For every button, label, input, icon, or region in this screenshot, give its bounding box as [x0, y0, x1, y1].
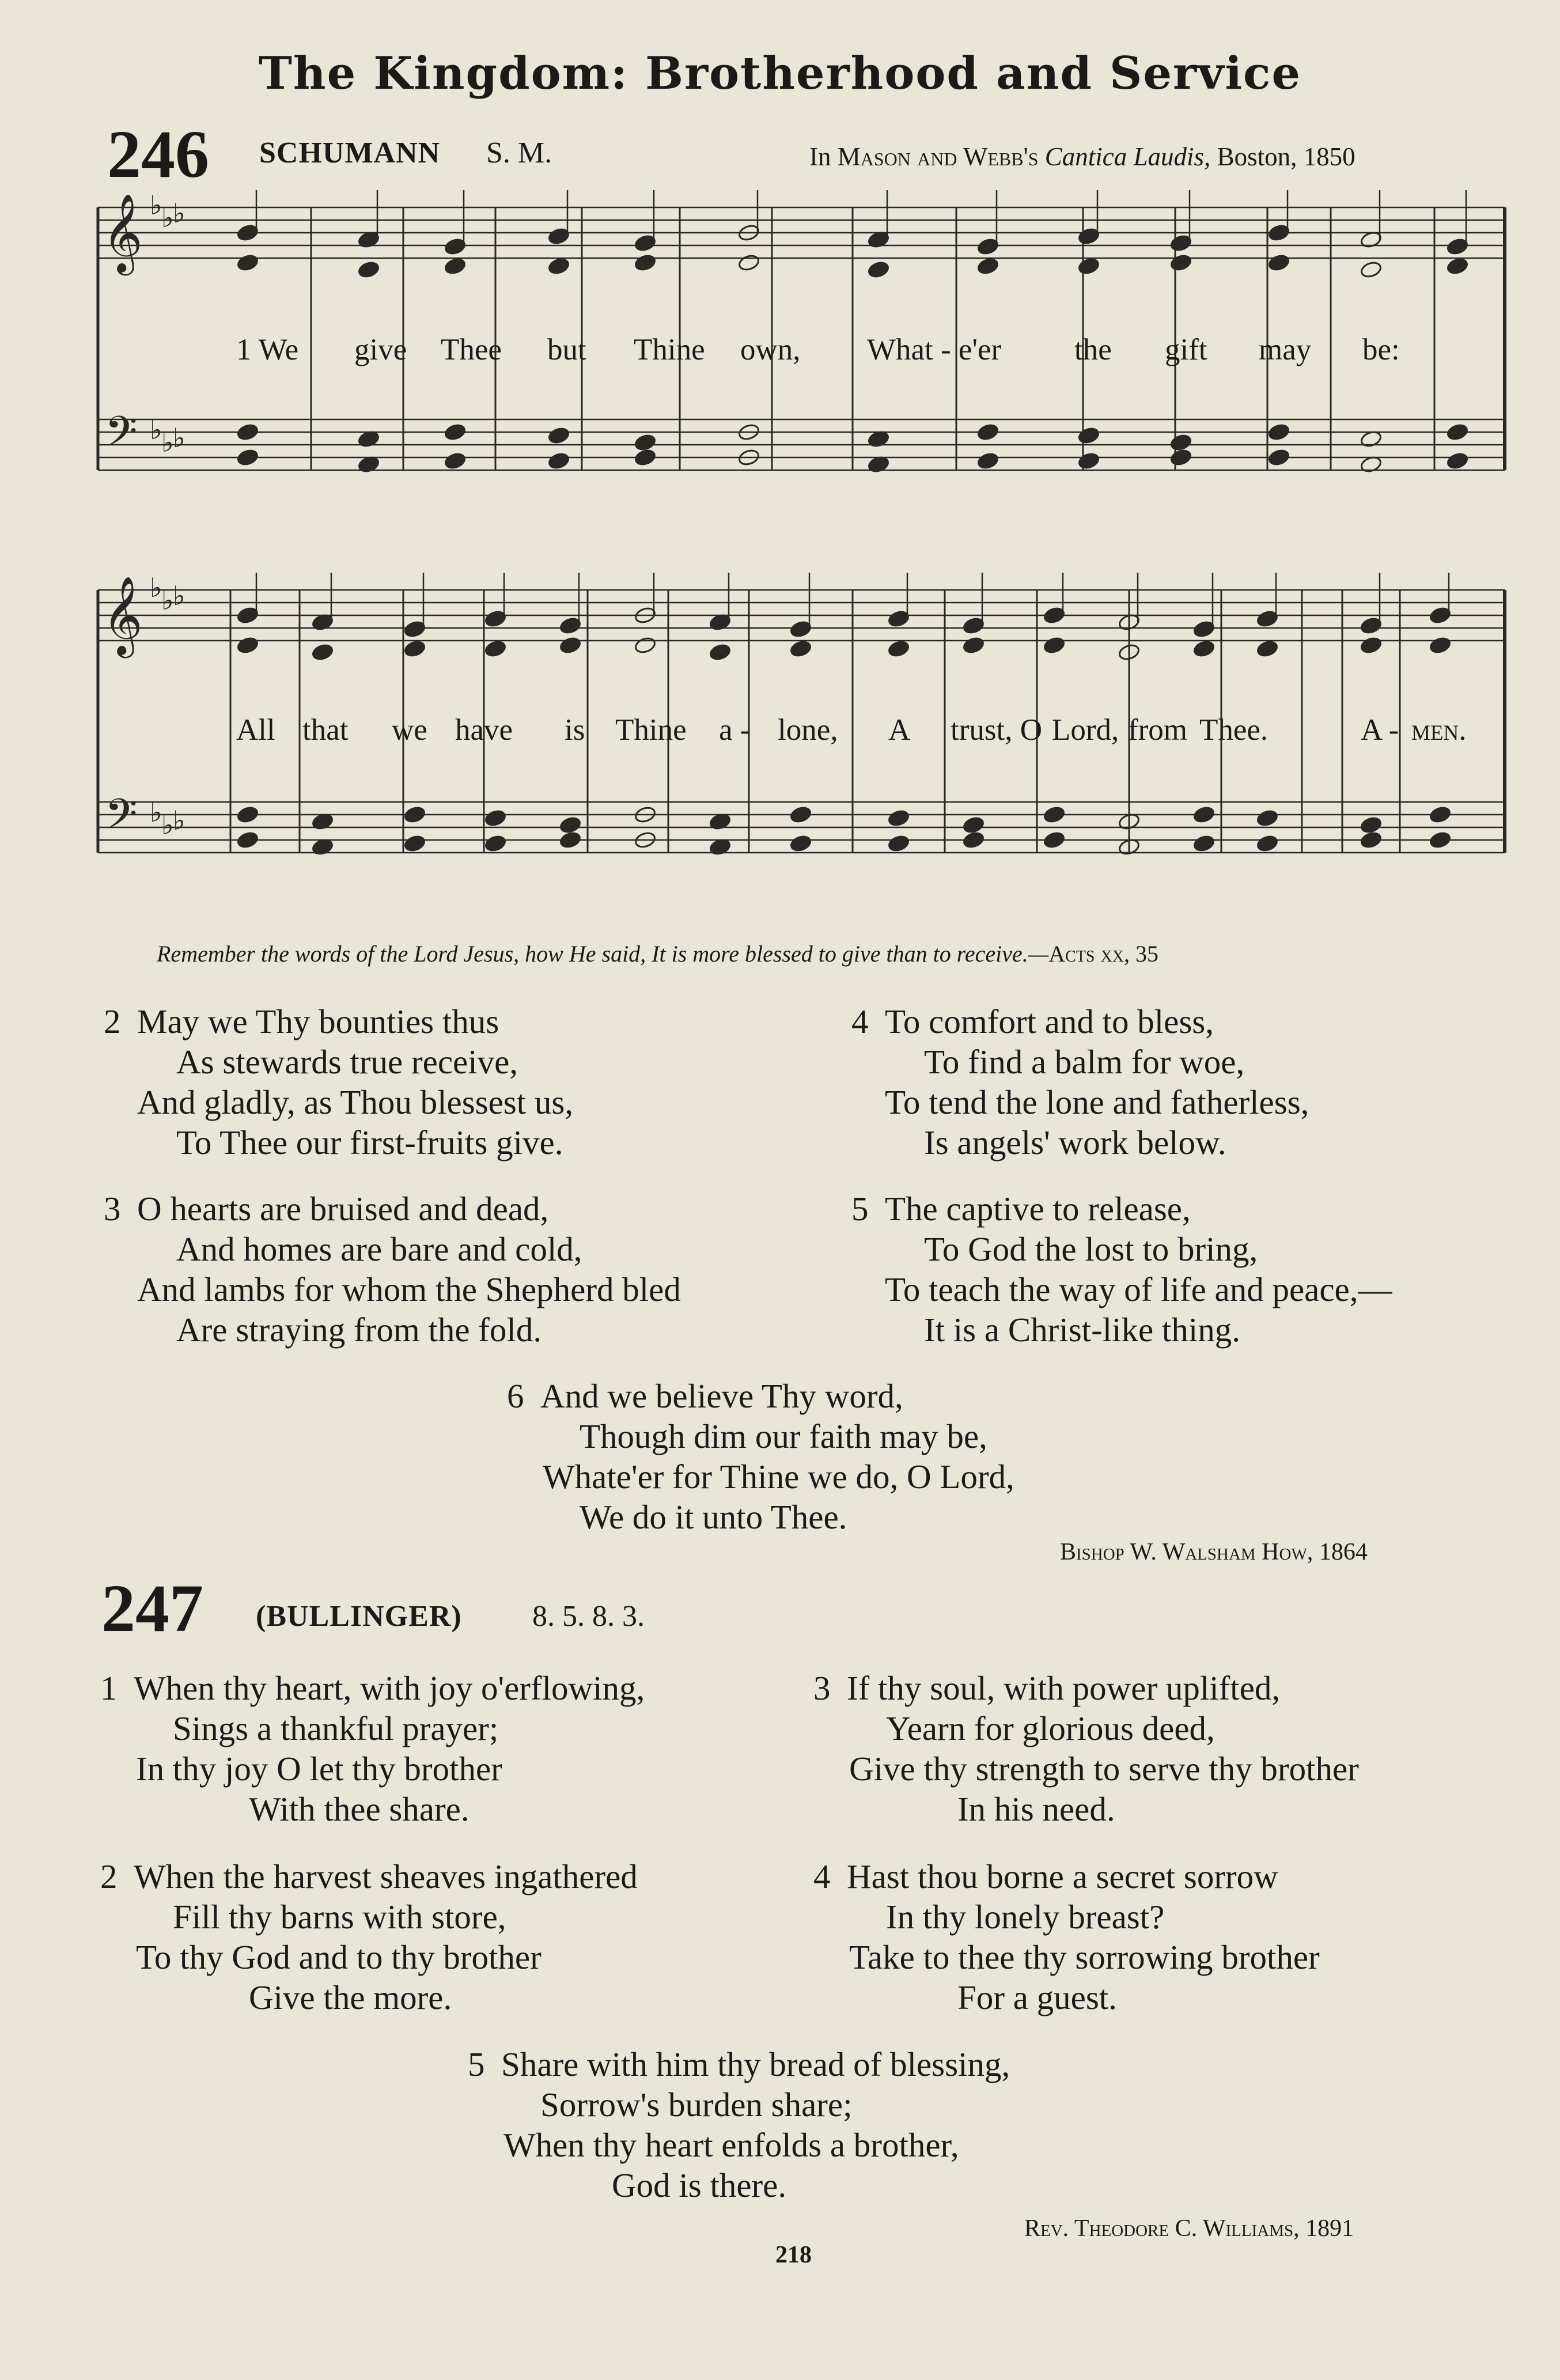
verse-line: Take to thee thy sorrowing brother [849, 1938, 1320, 1976]
lyric-line-1-syllable: may [1259, 333, 1312, 366]
system-2-bass-note [962, 831, 985, 849]
lyric-line-2-syllable: a - [719, 713, 751, 747]
system-1-bass-clef: 𝄢 [105, 407, 138, 466]
system-1-treble-flat: ♭ [173, 198, 185, 229]
system-1-bass-note [444, 452, 466, 470]
system-1-alto-note [634, 253, 656, 272]
verse-line: Hast thou borne a secret sorrow [847, 1857, 1278, 1895]
hymn-246-score [0, 0, 1560, 945]
system-2-bass-flat: ♭ [161, 809, 174, 841]
system-1-treble-clef: 𝄞 [103, 192, 143, 272]
verse-line: To God the lost to bring, [924, 1230, 1258, 1268]
verse-line: And homes are bare and cold, [176, 1230, 582, 1268]
verse-246-6 [507, 1376, 1014, 1537]
source-prefix: In [809, 142, 831, 171]
verse-number: 3 [104, 1190, 121, 1228]
verse-line: And gladly, as Thou blessest us, [137, 1083, 574, 1121]
lyric-line-2-syllable: Thine [615, 713, 687, 747]
verse-246-3 [104, 1189, 681, 1350]
system-2-alto-note [887, 640, 910, 658]
verse-number: 4 [813, 1857, 831, 1895]
source-book: Cantica Laudis, [1044, 142, 1211, 171]
lyric-line-1-syllable: be: [1362, 333, 1400, 366]
system-2-tenor-note [484, 809, 506, 827]
system-2-tenor-note [962, 816, 985, 834]
verse-246-2 [104, 1001, 573, 1163]
system-2-bass-flat: ♭ [150, 797, 162, 828]
verse-line: Give the more. [249, 1978, 452, 2016]
system-2-bass-note [559, 831, 581, 849]
verse-line: Share with him thy bread of blessing, [501, 2045, 1010, 2083]
system-1-bass-note [634, 448, 656, 467]
verse-line: As stewards true receive, [176, 1043, 518, 1081]
system-1-bass-note [236, 448, 259, 467]
system-2-tenor-note [887, 809, 910, 827]
system-1-tenor-note [1446, 423, 1468, 441]
system-2-alto-note [1360, 636, 1382, 654]
system-1-bass-note [1169, 448, 1192, 467]
system-1-alto-note [1077, 257, 1100, 275]
system-1-alto-note [547, 257, 570, 275]
system-2-tenor-note [559, 816, 581, 834]
verse-line: In thy joy O let thy brother [136, 1750, 502, 1788]
verse-line: With thee share. [249, 1790, 469, 1828]
source-suffix: Boston, 1850 [1217, 142, 1355, 171]
verse-line: May we Thy bounties thus [137, 1002, 499, 1040]
system-2-bass-note [484, 834, 506, 853]
system-1-bass-flat: ♭ [161, 427, 174, 458]
system-1-tenor-note [634, 433, 656, 452]
verse-line: If thy soul, with power uplifted, [847, 1669, 1281, 1707]
verse-number: 5 [851, 1190, 869, 1228]
verse-line: To teach the way of life and peace,— [885, 1270, 1392, 1308]
verse-line: For a guest. [957, 1978, 1117, 2016]
system-1-tenor-note [547, 426, 570, 445]
system-1-tenor-note [1267, 423, 1290, 441]
system-2-bass-note [403, 834, 426, 853]
author-246: Bishop W. Walsham How, 1864 [1060, 1539, 1368, 1565]
system-2-alto-note [236, 636, 259, 654]
tune-name-246: SCHUMANN [259, 137, 441, 169]
verse-line: O hearts are bruised and dead, [137, 1190, 549, 1228]
verse-line: In thy lonely breast? [886, 1898, 1165, 1936]
verse-line: To thy God and to thy brother [136, 1938, 542, 1976]
system-2-treble-clef: 𝄞 [103, 575, 143, 654]
tune-name-247: (BULLINGER) [256, 1600, 462, 1633]
system-1-alto-note [1169, 253, 1192, 272]
verse-line: When thy heart, with joy o'erflowing, [134, 1669, 645, 1707]
system-2-alto-note [1043, 636, 1065, 654]
system-2-alto-note [962, 636, 985, 654]
verse-line: Whate'er for Thine we do, O Lord, [543, 1458, 1014, 1496]
system-1-bass-flat: ♭ [150, 414, 162, 445]
system-1-tenor-note [1169, 433, 1192, 452]
verse-line: It is a Christ-like thing. [924, 1311, 1240, 1349]
section-title: The Kingdom: Brotherhood and Service [258, 47, 1302, 100]
system-2-treble-flat: ♭ [173, 580, 185, 611]
lyric-line-1-syllable: What - e'er [867, 333, 1002, 366]
system-2-alto-note [311, 643, 334, 661]
system-2-bass-note [1360, 831, 1382, 849]
system-1-alto-note [1360, 260, 1382, 279]
verse-number: 3 [813, 1669, 831, 1707]
system-2-alto-note [559, 636, 581, 654]
verse-247-5 [468, 2044, 1010, 2205]
lyric-line-2-syllable: All [236, 713, 275, 747]
system-2-bass-note [1429, 831, 1451, 849]
lyric-line-1-syllable: own, [740, 333, 801, 366]
author-247: Rev. Theodore C. Williams, 1891 [1024, 2215, 1354, 2242]
source-names: Mason and Webb's [837, 142, 1039, 171]
lyric-line-2-syllable: trust, O [951, 713, 1042, 747]
system-1-bass-flat: ♭ [173, 422, 185, 453]
verse-246-4 [851, 1001, 1309, 1163]
lyric-line-2-syllable: A - [1361, 713, 1399, 747]
lyric-line-2-syllable: Lord, [1052, 713, 1119, 747]
system-2-treble-flat: ♭ [150, 572, 162, 603]
meter-246: S. M. [486, 137, 552, 169]
system-1-bass-note [1077, 452, 1100, 470]
system-1-alto-note [1446, 257, 1468, 275]
lyric-line-1-syllable: give [354, 333, 407, 366]
lyric-line-1-syllable: but [547, 333, 586, 366]
system-2-bass-note [1043, 831, 1065, 849]
verse-247-3 [813, 1668, 1359, 1829]
system-2-alto-note [709, 643, 731, 661]
system-2-alto-note [1192, 640, 1215, 658]
verse-number: 6 [507, 1377, 524, 1415]
system-1-treble-flat: ♭ [150, 190, 162, 221]
system-2-bass-note [1256, 834, 1278, 853]
lyric-line-2-syllable: that [302, 713, 349, 747]
verse-line: To tend the lone and fatherless, [885, 1083, 1309, 1121]
verse-line: Give thy strength to serve thy brother [849, 1750, 1359, 1788]
lyric-line-1-syllable: gift [1165, 333, 1207, 366]
lyric-line-2-syllable: Thee. [1199, 713, 1269, 747]
hymn-number-247: 247 [101, 1571, 203, 1646]
verse-line: Is angels' work below. [924, 1123, 1226, 1161]
system-1-treble-flat: ♭ [161, 202, 174, 233]
system-1-alto-note [976, 257, 999, 275]
verse-line: God is there. [612, 2166, 787, 2204]
system-2-tenor-note [1043, 805, 1065, 824]
verse-line: Though dim our faith may be, [580, 1417, 987, 1455]
system-1-tenor-note [976, 423, 999, 441]
verse-number: 2 [100, 1857, 118, 1895]
system-1-tenor-note [444, 423, 466, 441]
system-1-bass-note [976, 452, 999, 470]
system-2-alto-note [403, 640, 426, 658]
system-1-bass-note [1446, 452, 1468, 470]
system-1-bass-note [1267, 448, 1290, 467]
lyric-line-2-syllable: A [888, 713, 911, 747]
lyric-line-2-syllable: have [455, 713, 513, 747]
scripture-quote [157, 940, 1158, 967]
system-2-tenor-note [1192, 805, 1215, 824]
verse-number: 2 [104, 1002, 121, 1040]
system-2-bass-note [789, 834, 812, 853]
system-2-alto-note [1429, 636, 1451, 654]
system-1-tenor-note [1077, 426, 1100, 445]
verse-line: Are straying from the fold. [176, 1311, 542, 1349]
lyric-line-1-syllable: the [1074, 333, 1112, 366]
verse-number: 5 [468, 2045, 485, 2083]
system-2-tenor-note [1360, 816, 1382, 834]
system-2-bass-clef: 𝄢 [105, 789, 138, 849]
meter-247: 8. 5. 8. 3. [532, 1600, 645, 1633]
verse-line: And lambs for whom the Shepherd bled [137, 1270, 681, 1308]
system-1-alto-note [236, 253, 259, 272]
system-2-alto-note [789, 640, 812, 658]
system-1-alto-note [867, 260, 889, 279]
system-1-alto-note [357, 260, 380, 279]
lyric-line-1-syllable: 1 We [236, 333, 299, 366]
verse-247-4 [813, 1856, 1320, 2018]
quote-text: Remember the words of the Lord Jesus, how He said, It is more blessed to give than to receive.— [157, 941, 1049, 967]
page-number: 218 [775, 2242, 812, 2268]
verse-line: Sings a thankful prayer; [173, 1709, 499, 1747]
verse-line: To find a balm for woe, [924, 1043, 1245, 1081]
verse-line: We do it unto Thee. [580, 1498, 847, 1536]
system-1-alto-note [444, 257, 466, 275]
system-2-tenor-note [236, 805, 259, 824]
lyric-line-1-syllable: Thee [441, 333, 502, 366]
lyric-line-2-syllable: from [1128, 713, 1188, 747]
verse-246-5 [851, 1189, 1392, 1350]
verse-line: The captive to release, [885, 1190, 1191, 1228]
system-2-tenor-note [789, 805, 812, 824]
system-2-bass-note [236, 831, 259, 849]
system-2-alto-note [1256, 640, 1278, 658]
verse-line: And we believe Thy word, [540, 1377, 903, 1415]
system-2-bass-note [1192, 834, 1215, 853]
system-2-treble-flat: ♭ [161, 585, 174, 616]
lyric-line-2-syllable: lone, [778, 713, 838, 747]
system-2-bass-flat: ♭ [173, 805, 185, 836]
system-2-tenor-note [1256, 809, 1278, 827]
verse-line: Sorrow's burden share; [540, 2086, 853, 2124]
verse-number: 4 [851, 1002, 869, 1040]
verse-line: In his need. [957, 1790, 1115, 1828]
system-2-alto-note [484, 640, 506, 658]
verse-line: Yearn for glorious deed, [886, 1709, 1215, 1747]
lyric-line-2-syllable: we [392, 713, 427, 747]
hymn-number-246: 246 [107, 116, 209, 192]
system-1-tenor-note [236, 423, 259, 441]
system-1-alto-note [737, 253, 760, 272]
verse-number: 1 [100, 1669, 118, 1707]
lyric-line-2-syllable: men. [1411, 713, 1467, 747]
verse-247-1 [100, 1668, 645, 1829]
verse-247-2 [100, 1856, 638, 2018]
lyric-line-2-syllable: is [565, 713, 585, 747]
lyric-line-1-syllable: Thine [634, 333, 705, 366]
system-2-bass-note [887, 834, 910, 853]
verse-line: To Thee our first-fruits give. [176, 1123, 563, 1161]
system-2-tenor-note [1429, 805, 1451, 824]
quote-reference: Acts xx, 35 [1048, 941, 1158, 967]
system-2-alto-note [634, 636, 656, 654]
system-1-alto-note [1267, 253, 1290, 272]
verse-line: Fill thy barns with store, [173, 1898, 506, 1936]
verse-line: When the harvest sheaves ingathered [134, 1857, 638, 1895]
verse-line: To comfort and to bless, [885, 1002, 1214, 1040]
system-2-tenor-note [403, 805, 426, 824]
verse-line: When thy heart enfolds a brother, [503, 2126, 959, 2164]
system-1-bass-note [547, 452, 570, 470]
